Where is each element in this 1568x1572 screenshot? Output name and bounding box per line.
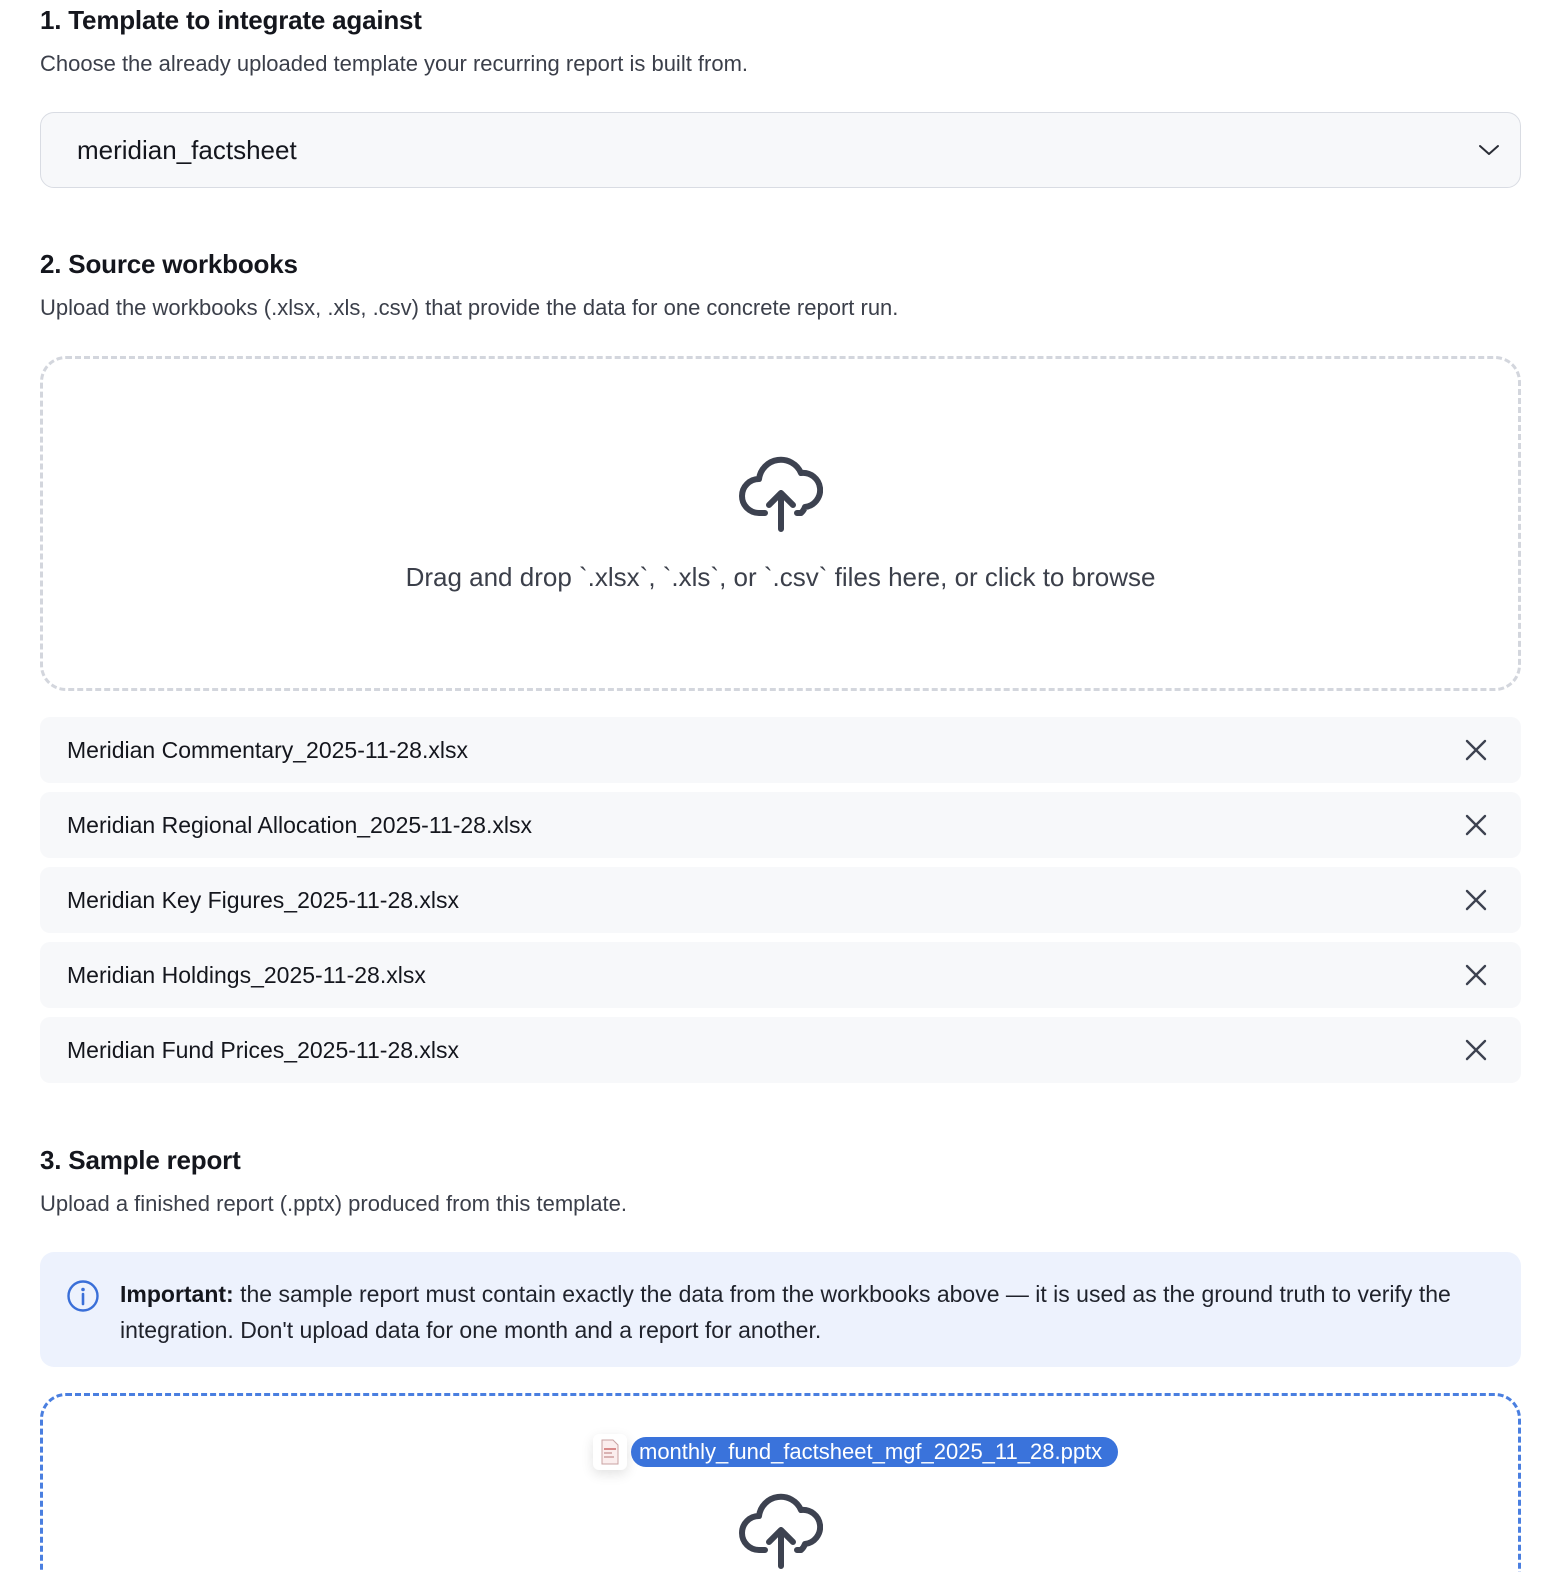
remove-file-button[interactable] xyxy=(1461,960,1491,990)
remove-file-button[interactable] xyxy=(1461,1035,1491,1065)
file-name: Meridian Fund Prices_2025-11-28.xlsx xyxy=(67,1036,460,1063)
section-sample-report xyxy=(40,1140,1521,1220)
drag-ghost xyxy=(593,1434,1118,1470)
section-workbooks xyxy=(40,244,1521,324)
close-icon xyxy=(1465,739,1487,761)
workbook-dropzone[interactable] xyxy=(40,356,1521,691)
close-icon xyxy=(1465,964,1487,986)
file-name: Meridian Key Figures_2025-11-28.xlsx xyxy=(67,886,460,913)
section-title-workbooks: 2. Source workbooks xyxy=(40,249,298,279)
section-description-sample: Upload a finished report (.pptx) produced from this template. xyxy=(40,1191,627,1216)
list-item xyxy=(40,717,1521,783)
section-description-workbooks: Upload the workbooks (.xlsx, .xls, .csv) that provide the data for one concrete report run. xyxy=(40,295,899,320)
section-description-template: Choose the already uploaded template your recurring report is built from. xyxy=(40,51,749,76)
notice-body: the sample report must contain exactly the data from the workbooks above — it is used as the ground truth to verify the integration. Don't upload data for one month and a report for another. xyxy=(120,1281,1451,1343)
info-icon xyxy=(66,1279,100,1318)
list-item xyxy=(40,942,1521,1008)
list-item xyxy=(40,1017,1521,1083)
notice-text xyxy=(120,1276,1491,1348)
remove-file-button[interactable] xyxy=(1461,885,1491,915)
template-select-value: meridian_factsheet xyxy=(77,134,297,165)
section-template xyxy=(40,0,1521,80)
file-name: Meridian Regional Allocation_2025-11-28.xlsx xyxy=(67,811,532,838)
chevron-down-icon xyxy=(1478,143,1500,157)
list-item xyxy=(40,792,1521,858)
template-select[interactable] xyxy=(40,112,1521,188)
cloud-upload-icon xyxy=(739,1492,823,1572)
sample-report-dropzone[interactable] xyxy=(40,1393,1521,1572)
remove-file-button[interactable] xyxy=(1461,810,1491,840)
list-item xyxy=(40,867,1521,933)
notice-strong: Important: xyxy=(120,1281,234,1307)
dragging-file-name: monthly_fund_factsheet_mgf_2025_11_28.pptx xyxy=(631,1437,1118,1467)
dropzone-instructions: Drag and drop `.xlsx`, `.xls`, or `.csv` files here, or click to browse xyxy=(405,562,1156,592)
workbook-file-list xyxy=(40,717,1521,1092)
remove-file-button[interactable] xyxy=(1461,735,1491,765)
file-name: Meridian Holdings_2025-11-28.xlsx xyxy=(67,961,426,988)
section-title-template: 1. Template to integrate against xyxy=(40,5,422,35)
close-icon xyxy=(1465,1039,1487,1061)
important-notice xyxy=(40,1252,1521,1367)
close-icon xyxy=(1465,889,1487,911)
pptx-file-icon xyxy=(593,1434,627,1470)
file-name: Meridian Commentary_2025-11-28.xlsx xyxy=(67,736,468,763)
close-icon xyxy=(1465,814,1487,836)
section-title-sample: 3. Sample report xyxy=(40,1145,241,1175)
cloud-upload-icon xyxy=(739,455,823,538)
